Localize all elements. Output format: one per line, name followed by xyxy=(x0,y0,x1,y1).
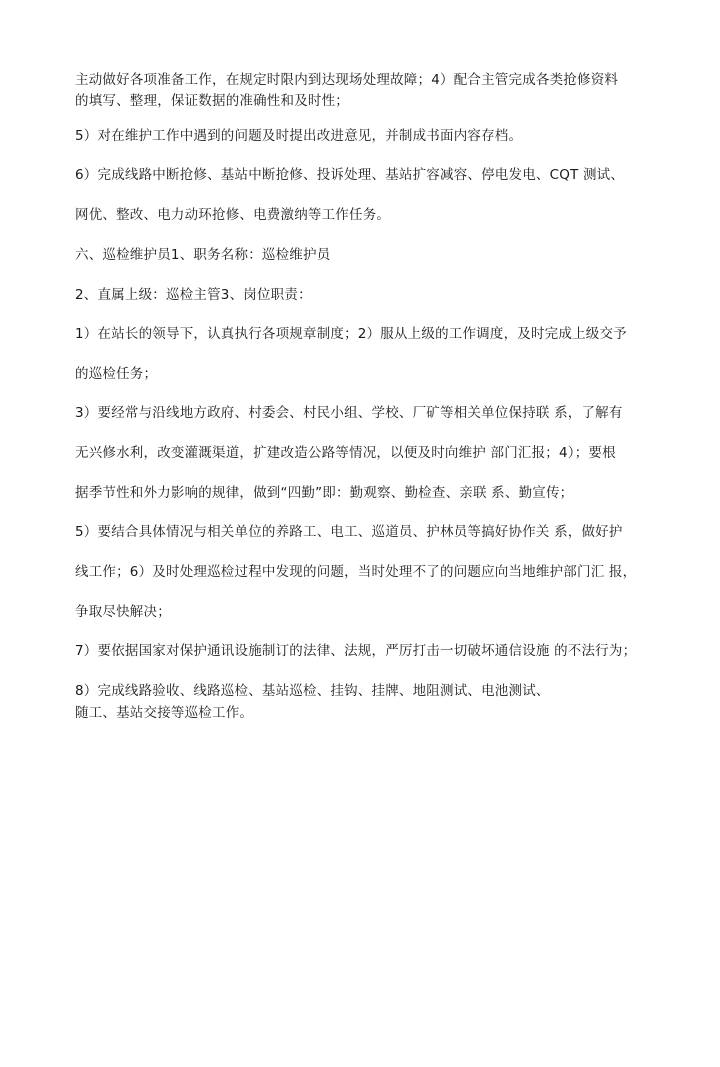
text-line: 1）在站长的领导下，认真执行各项规章制度；2）服从上级的工作调度，及时完成上级交予 xyxy=(75,326,627,342)
text-line: 2、直属上级：巡检主管3、岗位职责： xyxy=(75,287,312,303)
text-line: 主动做好各项准备工作，在规定时限内到达现场处理故障；4）配合主管完成各类抢修资料 xyxy=(75,72,619,88)
section-heading: 六、巡检维护员1、职务名称：巡检维护员 xyxy=(75,247,331,263)
text-line: 5）对在维护工作中遇到的问题及时提出改进意见，并制成书面内容存档。 xyxy=(75,128,523,144)
text-line: 无兴修水利，改变灌溉渠道，扩建改造公路等情况，以便及时向维护 部门汇报；4）；要根 xyxy=(75,445,616,461)
text-line: 的填写、整理，保证数据的准确性和及时性； xyxy=(75,93,349,109)
text-line: 网优、整改、电力动环抢修、电费激纳等工作任务。 xyxy=(75,207,391,223)
text-line: 争取尽快解决； xyxy=(75,604,171,620)
text-line: 5）要结合具体情况与相关单位的养路工、电工、巡道员、护林员等搞好协作关 系，做好护 xyxy=(75,524,623,540)
text-line: 8）完成线路验收、线路巡检、基站巡检、挂钩、挂牌、地阻测试、电池测试、 xyxy=(75,683,550,699)
text-line: 7）要依据国家对保护通讯设施制订的法律、法规，严厉打击一切破坏通信设施 的不法行为； xyxy=(75,643,637,659)
text-line: 的巡检任务； xyxy=(75,366,158,382)
text-line: 随工、基站交接等巡检工作。 xyxy=(75,705,254,721)
text-line: 6）完成线路中断抢修、基站中断抢修、投诉处理、基站扩容减容、停电发电、CQT 测试、 xyxy=(75,167,625,183)
text-line: 3）要经常与沿线地方政府、村委会、村民小组、学校、厂矿等相关单位保持联 系，了解有 xyxy=(75,405,623,421)
text-line: 据季节性和外力影响的规律，做到“四勤”即：勤观察、勤检查、亲联 系、勤宣传； xyxy=(75,485,574,501)
text-line: 线工作；6）及时处理巡检过程中发现的问题，当时处理不了的问题应向当地维护部门汇 报， xyxy=(75,564,637,580)
